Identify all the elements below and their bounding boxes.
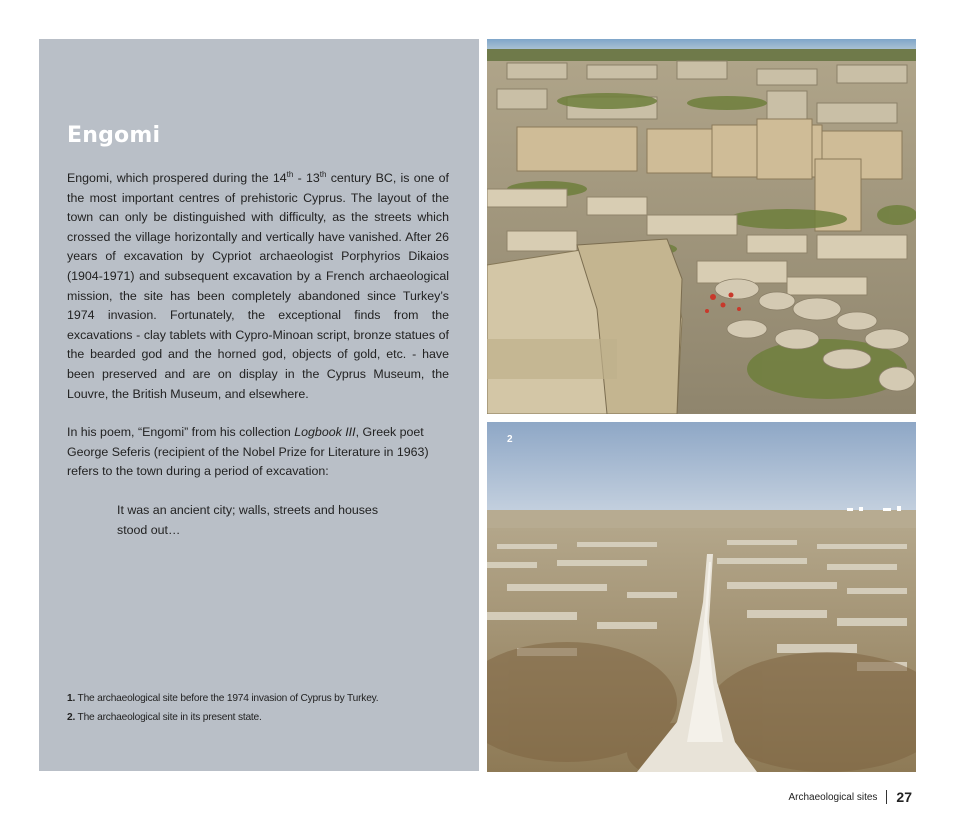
caption-2-text: The archaeological site in its present state. [75, 712, 262, 723]
page-title: Engomi [67, 123, 161, 148]
photo-captions [67, 693, 378, 731]
caption-1-number: 1. [67, 693, 76, 704]
intro-part-1: Engomi, which prospered during the 14 [67, 171, 287, 185]
page-footer [788, 789, 912, 805]
footer-section-title: Archaeological sites [788, 791, 878, 803]
photo-2-label: 2 [507, 434, 513, 445]
superscript-th-1: th [286, 169, 294, 179]
ruins-illustration [487, 39, 916, 414]
page-number: 27 [896, 789, 912, 805]
intro-paragraph [67, 169, 449, 404]
footer-divider [886, 790, 887, 804]
intro-part-2: - 13 [293, 171, 320, 185]
poem-quote [117, 501, 449, 540]
field-illustration [487, 422, 916, 772]
caption-2 [67, 712, 378, 723]
photo-ruins-present-state [487, 422, 916, 772]
poem-intro-after: , Greek poet George Seferis (recipient of the Nobel Prize for Literature in 1963) refers to the town during a period of excavation: [67, 425, 429, 479]
book-title: Logbook III [294, 425, 356, 440]
poem-intro-before: In his poem, “Engomi” from his collection [67, 425, 295, 440]
quote-line-2: stood out… [117, 522, 181, 537]
quote-line-1: It was an ancient city; walls, streets and houses [117, 502, 379, 517]
text-panel [39, 39, 479, 771]
caption-1 [67, 693, 378, 704]
body-text [67, 169, 449, 540]
intro-part-3: century BC, is one of the most important centres of prehistoric Cyprus. The layout of the town can only be distinguished with difficulty, as the streets which crossed the village horizontally and vertically have vanished. After 26 years of excavation by Cypriot archaeologist Porphyrios Dikaios (1904-1971) and subsequent excavation by a French archaeological mission, the site has been completely abandoned since Turkey’s 1974 invasion. Fortunately, the exceptional finds from the excavations - clay tablets with Cypro-Minoan script, bronze statues of the bearded god and the horned god, objects of gold, etc. - have been preserved and are on display in the Cyprus Museum, the Louvre, the British Museum, and elsewhere. [67, 171, 449, 401]
caption-2-number: 2. [67, 712, 76, 723]
caption-1-text: The archaeological site before the 1974 invasion of Cyprus by Turkey. [75, 693, 379, 704]
photo-ruins-before-invasion [487, 39, 916, 414]
poem-paragraph [67, 423, 449, 482]
superscript-th-2: th [319, 169, 327, 179]
